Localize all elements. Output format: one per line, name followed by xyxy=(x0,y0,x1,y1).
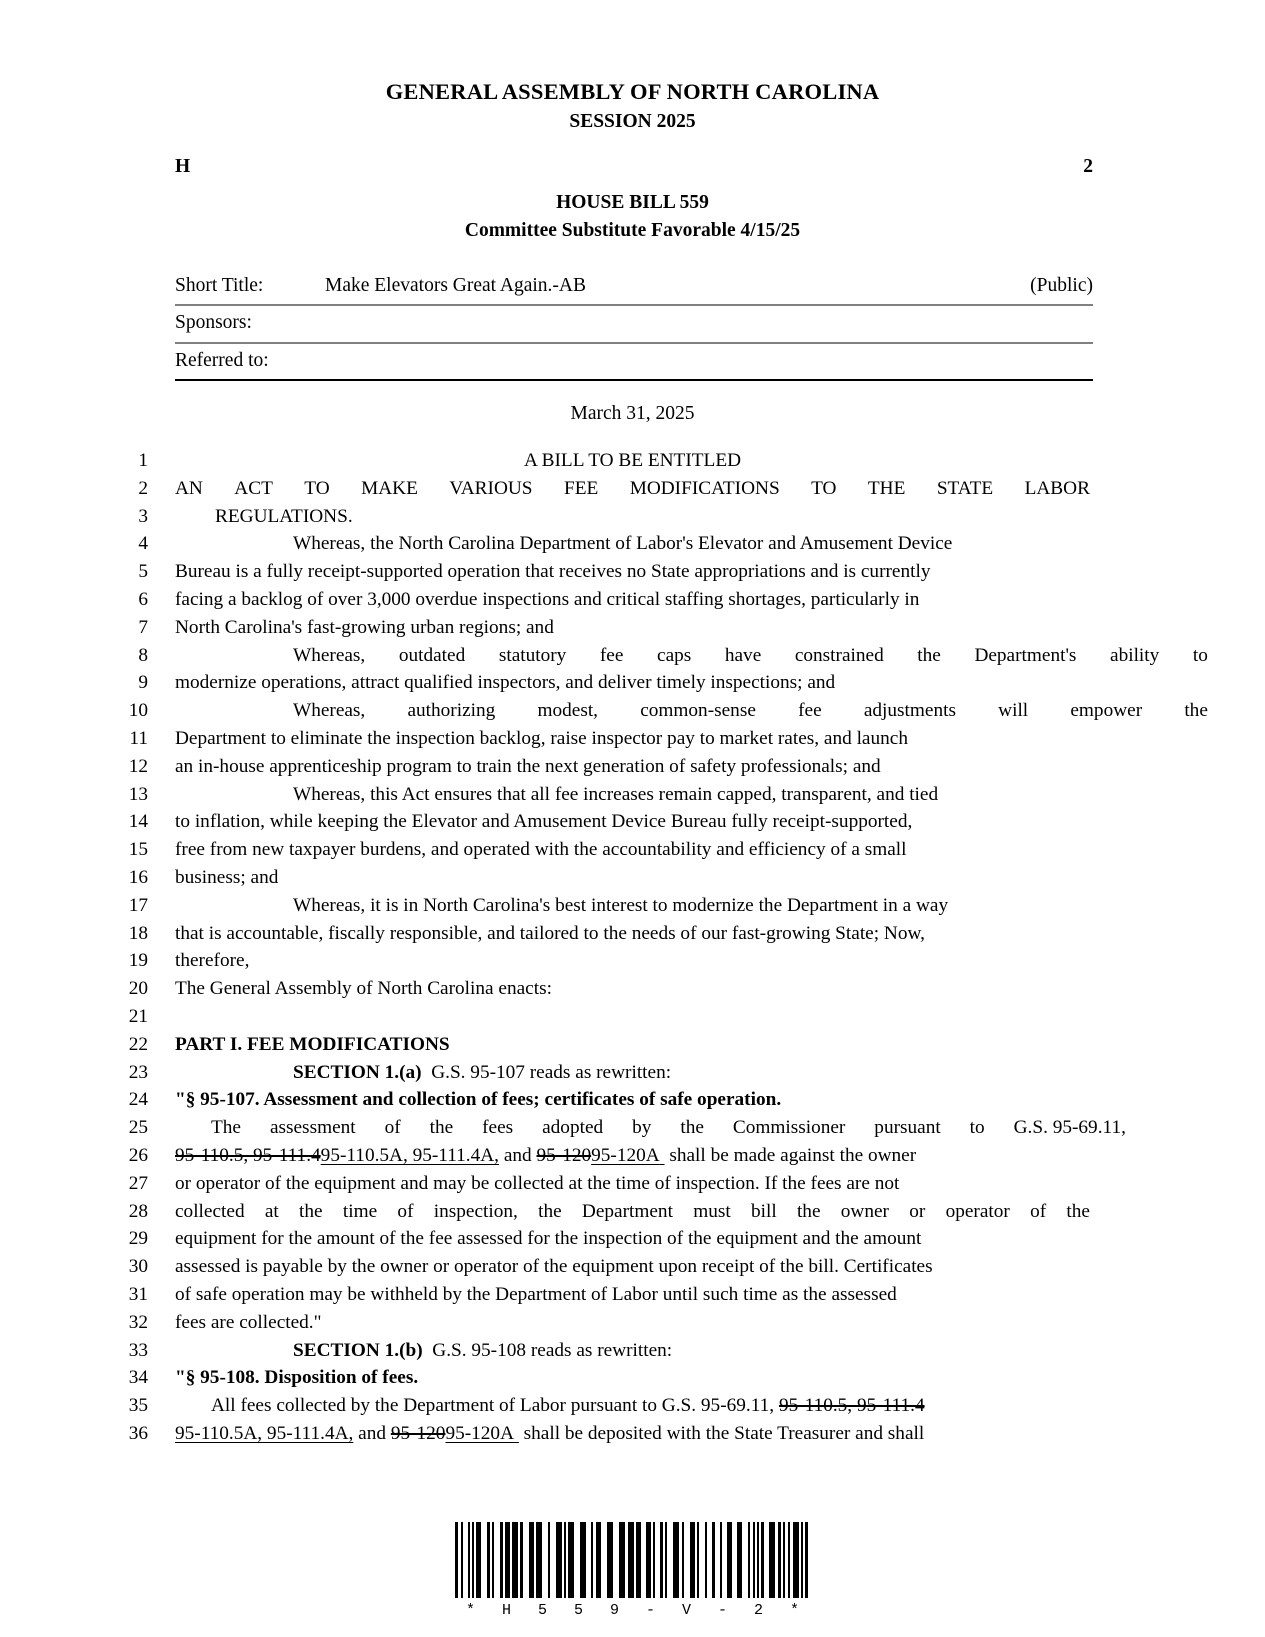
bill-line xyxy=(0,503,1265,531)
line-text: AN ACT TO MAKE VARIOUS FEE MODIFICATIONS TO THE STATE LABOR xyxy=(175,477,1090,499)
connector-text: and xyxy=(353,1422,391,1444)
sponsors-label: Sponsors: xyxy=(175,305,325,342)
bill-line xyxy=(0,975,1265,1003)
table-row-referred-to xyxy=(175,343,1093,379)
sponsors-value xyxy=(325,305,973,342)
barcode-image xyxy=(455,1522,811,1598)
bill-line xyxy=(0,920,1265,948)
bill-line xyxy=(0,1309,1265,1337)
deleted-statute-citation: 95-120 xyxy=(536,1144,592,1166)
line-number: 11 xyxy=(129,728,148,749)
line-number: 30 xyxy=(128,1256,148,1278)
masthead xyxy=(0,0,1265,134)
line-number: 6 xyxy=(138,589,148,611)
line-head-text: All fees collected by the Department of Labor pursuant to G.S. 95-69.11, xyxy=(211,1395,779,1417)
line-text: Bureau is a fully receipt-supported operation that receives no State appropriations and is currently xyxy=(175,561,931,583)
table-row-short-title xyxy=(175,269,1093,305)
bill-line xyxy=(0,1114,1265,1142)
line-number: 1 xyxy=(138,450,148,472)
bill-line xyxy=(0,447,1265,475)
line-text: free from new taxpayer burdens, and operated with the accountability and efficiency of a small xyxy=(175,839,907,861)
line-text: The assessment of the fees adopted by the Commissioner pursuant to G.S. 95-69.11, xyxy=(211,1117,1126,1139)
line-number: 33 xyxy=(128,1339,148,1361)
bill-line xyxy=(0,586,1265,614)
bill-line xyxy=(0,892,1265,920)
bill-metadata-table xyxy=(175,269,1093,379)
section-heading xyxy=(175,1059,1208,1087)
bill-line xyxy=(0,1337,1265,1365)
line-text: Whereas, authorizing modest, common-sense fee adjustments will empower the xyxy=(293,700,1208,722)
line-tail-text: shall be made against the owner xyxy=(664,1144,917,1166)
bill-line xyxy=(0,1003,1265,1031)
line-number: 19 xyxy=(128,950,148,972)
short-title-value: Make Elevators Great Again.-AB xyxy=(325,274,587,296)
bill-number: HOUSE BILL 559 xyxy=(556,192,709,214)
line-number: 36 xyxy=(128,1422,148,1444)
bill-line xyxy=(0,1364,1265,1392)
line-number: 29 xyxy=(128,1228,148,1250)
line-text: assessed is payable by the owner or operator of the equipment upon receipt of the bill. Certificates xyxy=(175,1256,933,1278)
line-text: REGULATIONS. xyxy=(215,505,353,527)
line-text: business; and xyxy=(175,866,279,888)
bill-line xyxy=(0,1253,1265,1281)
line-text: that is accountable, fiscally responsible, and tailored to the needs of our fast-growing State; Now, xyxy=(175,922,925,944)
bill-line xyxy=(0,697,1265,725)
short-title-label: Short Title: xyxy=(175,274,264,296)
line-number: 20 xyxy=(128,978,148,1000)
bill-line xyxy=(0,614,1265,642)
part-heading: PART I. FEE MODIFICATIONS xyxy=(175,1033,450,1055)
bill-line xyxy=(0,1031,1265,1059)
line-number: 21 xyxy=(128,1005,148,1027)
line-number: 26 xyxy=(128,1144,148,1166)
barcode-area xyxy=(0,1509,1265,1619)
line-text: Whereas, it is in North Carolina's best interest to modernize the Department in a way xyxy=(293,894,949,916)
inserted-statute-citation: 95-120A xyxy=(445,1422,515,1444)
bill-line xyxy=(0,864,1265,892)
bill-line xyxy=(0,669,1265,697)
bill-line xyxy=(0,781,1265,809)
line-text: fees are collected." xyxy=(175,1311,322,1333)
line-number: 23 xyxy=(128,1061,148,1083)
line-number: 35 xyxy=(128,1395,148,1417)
line-text: Whereas, the North Carolina Department of Labor's Elevator and Amusement Device xyxy=(293,533,953,555)
public-designation: (Public) xyxy=(1030,274,1093,296)
bill-title-block xyxy=(0,190,1265,243)
inserted-statute-citation: 95-110.5A, 95-111.4A, xyxy=(175,1422,354,1444)
deleted-statute-citation: 95-110.5, 95-111.4 xyxy=(175,1144,321,1166)
line-text: or operator of the equipment and may be collected at the time of inspection. If the fees are not xyxy=(175,1172,900,1194)
line-number: 9 xyxy=(138,672,148,694)
line-number: 7 xyxy=(138,616,148,638)
line-number: 12 xyxy=(128,755,148,777)
statute-heading: "§ 95-108. Disposition of fees. xyxy=(175,1367,419,1389)
section-label: SECTION 1.(b) xyxy=(293,1339,423,1361)
line-text: therefore, xyxy=(175,950,250,972)
bill-line xyxy=(0,725,1265,753)
line-number: 15 xyxy=(128,839,148,861)
metadata-bottom-rule xyxy=(175,379,1093,381)
bill-line xyxy=(0,1059,1265,1087)
statute-heading: "§ 95-107. Assessment and collection of fees; certificates of safe operation. xyxy=(175,1089,782,1111)
section-label: SECTION 1.(a) xyxy=(293,1061,422,1083)
line-number: 8 xyxy=(138,644,148,666)
referred-spacer xyxy=(973,343,1093,379)
bill-line-amended xyxy=(0,1392,1265,1420)
bill-line xyxy=(0,808,1265,836)
table-row-sponsors xyxy=(175,305,1093,342)
line-number: 18 xyxy=(128,922,148,944)
bill-line xyxy=(0,836,1265,864)
line-text: of safe operation may be withheld by the Department of Labor until such time as the assessed xyxy=(175,1283,897,1305)
line-text: North Carolina's fast-growing urban regions; and xyxy=(175,616,554,638)
line-text: The General Assembly of North Carolina enacts: xyxy=(175,978,552,1000)
line-text: A BILL TO BE ENTITLED xyxy=(523,450,742,472)
line-number: 3 xyxy=(138,505,148,527)
bill-line xyxy=(0,1225,1265,1253)
referred-to-value xyxy=(325,343,973,379)
bill-line xyxy=(0,530,1265,558)
bill-line xyxy=(0,475,1265,503)
line-text-amended xyxy=(175,1420,1090,1448)
line-number: 17 xyxy=(128,894,148,916)
line-number: 34 xyxy=(128,1367,148,1389)
bill-line xyxy=(0,1086,1265,1114)
bill-line xyxy=(0,947,1265,975)
barcode-label: * H 5 5 9 - V - 2 * xyxy=(465,1602,809,1619)
deleted-statute-citation: 95-120 xyxy=(390,1422,446,1444)
line-text: modernize operations, attract qualified inspectors, and deliver timely inspections; and xyxy=(175,672,836,694)
bill-line xyxy=(0,642,1265,670)
line-number: 4 xyxy=(138,533,148,555)
bill-body xyxy=(0,447,1265,1448)
bill-line xyxy=(0,1170,1265,1198)
line-tail-text: shall be deposited with the State Treasurer and shall xyxy=(518,1422,925,1444)
line-text: an in-house apprenticeship program to train the next generation of safety professionals; and xyxy=(175,755,881,777)
line-number: 31 xyxy=(128,1283,148,1305)
bill-line-amended xyxy=(0,1142,1265,1170)
line-number: 16 xyxy=(128,866,148,888)
line-number: 13 xyxy=(128,783,148,805)
line-number: 14 xyxy=(128,811,148,833)
line-number: 27 xyxy=(128,1172,148,1194)
chamber-row xyxy=(0,156,1265,182)
line-number: 24 xyxy=(128,1089,148,1111)
line-number: 32 xyxy=(128,1311,148,1333)
bill-line xyxy=(0,558,1265,586)
connector-text: and xyxy=(499,1144,537,1166)
section-text: G.S. 95-108 reads as rewritten: xyxy=(422,1339,673,1361)
bill-status: Committee Substitute Favorable 4/15/25 xyxy=(464,219,801,241)
line-number: 22 xyxy=(128,1033,148,1055)
line-number: 2 xyxy=(138,477,148,499)
bill-line xyxy=(0,753,1265,781)
line-text: to inflation, while keeping the Elevator and Amusement Device Bureau fully receipt-supported, xyxy=(175,811,913,833)
line-text: equipment for the amount of the fee assessed for the inspection of the equipment and the amount xyxy=(175,1228,922,1250)
sponsors-spacer xyxy=(973,305,1093,342)
line-text: facing a backlog of over 3,000 overdue inspections and critical staffing shortages, particularly in xyxy=(175,589,920,611)
assembly-title: GENERAL ASSEMBLY OF NORTH CAROLINA xyxy=(385,79,880,104)
line-number: 25 xyxy=(128,1117,148,1139)
line-text-amended xyxy=(175,1392,1126,1420)
deleted-statute-citation: 95-110.5, 95-111.4 xyxy=(778,1395,925,1417)
line-number: 28 xyxy=(128,1200,148,1222)
bill-line xyxy=(0,1198,1265,1226)
page-number: 2 xyxy=(1083,156,1093,178)
line-text: Whereas, outdated statutory fee caps have constrained the Department's ability to xyxy=(293,644,1208,666)
section-heading xyxy=(175,1337,1208,1365)
chamber-letter: H xyxy=(175,156,191,178)
bill-line-amended xyxy=(0,1420,1265,1448)
line-number: 10 xyxy=(128,700,148,722)
section-text: G.S. 95-107 reads as rewritten: xyxy=(421,1061,672,1083)
line-text: Department to eliminate the inspection backlog, raise inspector pay to market rates, and launch xyxy=(175,728,908,749)
line-text-amended xyxy=(175,1142,1090,1170)
inserted-statute-citation: 95-110.5A, 95-111.4A, xyxy=(320,1144,500,1166)
date-line: March 31, 2025 xyxy=(570,403,695,425)
bill-line xyxy=(0,1281,1265,1309)
session-title: SESSION 2025 xyxy=(569,111,696,133)
line-text: Whereas, this Act ensures that all fee increases remain capped, transparent, and tied xyxy=(293,783,939,805)
line-number: 5 xyxy=(138,561,148,583)
referred-to-label: Referred to: xyxy=(175,343,325,379)
inserted-statute-citation: 95-120A xyxy=(591,1144,660,1166)
line-text: collected at the time of inspection, the Department must bill the owner or operator of the xyxy=(175,1200,1090,1222)
